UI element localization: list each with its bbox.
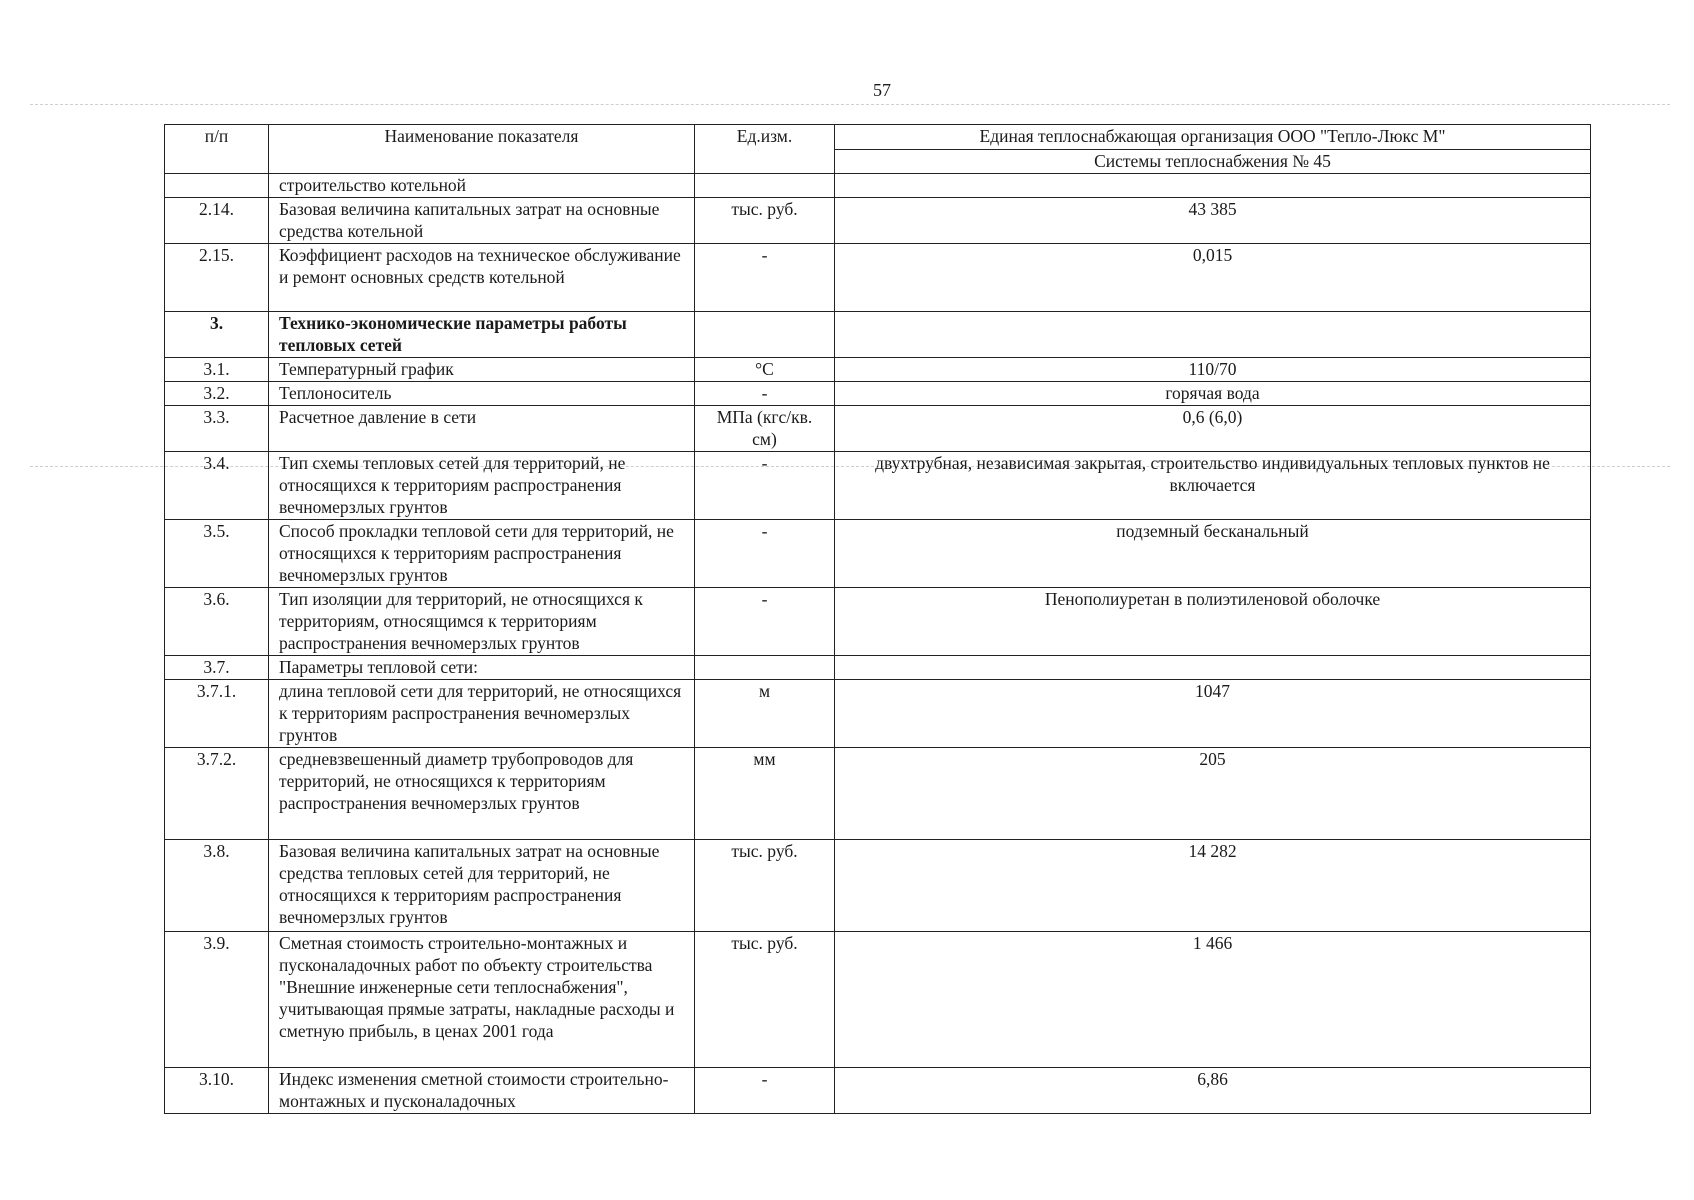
row-number: 2.14.: [165, 198, 269, 244]
table-row: [165, 406, 1591, 452]
row-number: 3.1.: [165, 358, 269, 382]
row-number: 3.9.: [165, 932, 269, 1068]
indicators-table: [164, 124, 1591, 1114]
row-unit: [695, 312, 835, 358]
row-unit: -: [695, 244, 835, 312]
table-row: [165, 198, 1591, 244]
row-unit: -: [695, 588, 835, 656]
row-unit: -: [695, 520, 835, 588]
row-number: 3.7.2.: [165, 748, 269, 840]
row-number: 3.2.: [165, 382, 269, 406]
table-row: [165, 932, 1591, 1068]
row-value: [835, 312, 1591, 358]
table-row: [165, 452, 1591, 520]
row-indicator-name: Базовая величина капитальных затрат на основные средства котельной: [269, 198, 695, 244]
row-value: 1047: [835, 680, 1591, 748]
page-number: 57: [873, 80, 891, 100]
table-row: [165, 748, 1591, 840]
row-unit: м: [695, 680, 835, 748]
row-unit: тыс. руб.: [695, 840, 835, 932]
row-indicator-name: строительство котельной: [269, 174, 695, 198]
row-number: 3.8.: [165, 840, 269, 932]
row-unit: -: [695, 382, 835, 406]
row-value: 205: [835, 748, 1591, 840]
header-num: п/п: [165, 125, 269, 174]
row-value: 1 466: [835, 932, 1591, 1068]
row-number: 3.: [165, 312, 269, 358]
row-indicator-name: Технико-экономические параметры работы тепловых сетей: [269, 312, 695, 358]
row-number: 3.5.: [165, 520, 269, 588]
table-row: [165, 588, 1591, 656]
row-value: 6,86: [835, 1068, 1591, 1114]
row-value: двухтрубная, независимая закрытая, строительство индивидуальных тепловых пунктов не включается: [835, 452, 1591, 520]
header-system: Системы теплоснабжения № 45: [835, 149, 1591, 174]
row-indicator-name: Базовая величина капитальных затрат на основные средства тепловых сетей для территорий, не относящихся к территориям распространения вечномерзлых грунтов: [269, 840, 695, 932]
row-value: 43 385: [835, 198, 1591, 244]
row-number: 3.7.1.: [165, 680, 269, 748]
row-number: 3.10.: [165, 1068, 269, 1114]
scan-artifact-line: [30, 104, 1670, 105]
table-row: [165, 840, 1591, 932]
table-body: [165, 174, 1591, 1114]
row-indicator-name: Температурный график: [269, 358, 695, 382]
row-indicator-name: Параметры тепловой сети:: [269, 656, 695, 680]
row-unit: °С: [695, 358, 835, 382]
row-unit: МПа (кгс/кв. см): [695, 406, 835, 452]
row-number: 3.7.: [165, 656, 269, 680]
row-value: горячая вода: [835, 382, 1591, 406]
row-number: [165, 174, 269, 198]
table-row: [165, 680, 1591, 748]
row-number: 3.6.: [165, 588, 269, 656]
header-unit: Ед.изм.: [695, 125, 835, 174]
row-indicator-name: средневзвешенный диаметр трубопроводов для территорий, не относящихся к территориям распространения вечномерзлых грунтов: [269, 748, 695, 840]
row-value: 0,015: [835, 244, 1591, 312]
row-value: 0,6 (6,0): [835, 406, 1591, 452]
row-indicator-name: Сметная стоимость строительно-монтажных и пусконаладочных работ по объекту строительства "Внешние инженерные сети теплоснабжения", учитывающая прямые затраты, накладные расходы и сметную прибыль, в ценах 2001 года: [269, 932, 695, 1068]
table-row: [165, 656, 1591, 680]
header-organization: Единая теплоснабжающая организация ООО "Тепло-Люкс М": [835, 125, 1591, 150]
row-indicator-name: Коэффициент расходов на техническое обслуживание и ремонт основных средств котельной: [269, 244, 695, 312]
row-unit: [695, 656, 835, 680]
row-unit: тыс. руб.: [695, 932, 835, 1068]
row-indicator-name: Способ прокладки тепловой сети для территорий, не относящихся к территориям распространения вечномерзлых грунтов: [269, 520, 695, 588]
table-row: [165, 312, 1591, 358]
row-indicator-name: Теплоноситель: [269, 382, 695, 406]
row-unit: [695, 174, 835, 198]
table-row: [165, 244, 1591, 312]
row-indicator-name: Тип схемы тепловых сетей для территорий, не относящихся к территориям распространения вечномерзлых грунтов: [269, 452, 695, 520]
table-row: [165, 174, 1591, 198]
row-value: 14 282: [835, 840, 1591, 932]
table-row: [165, 358, 1591, 382]
row-unit: мм: [695, 748, 835, 840]
table-row: [165, 1068, 1591, 1114]
row-value: [835, 174, 1591, 198]
table-row: [165, 382, 1591, 406]
row-number: 3.4.: [165, 452, 269, 520]
row-number: 3.3.: [165, 406, 269, 452]
row-number: 2.15.: [165, 244, 269, 312]
row-unit: тыс. руб.: [695, 198, 835, 244]
table-row: [165, 520, 1591, 588]
row-value: Пенополиуретан в полиэтиленовой оболочке: [835, 588, 1591, 656]
header-name: Наименование показателя: [269, 125, 695, 174]
row-value: подземный бесканальный: [835, 520, 1591, 588]
row-value: 110/70: [835, 358, 1591, 382]
row-indicator-name: Расчетное давление в сети: [269, 406, 695, 452]
row-indicator-name: Тип изоляции для территорий, не относящихся к территориям, относящимся к территориям распространения вечномерзлых грунтов: [269, 588, 695, 656]
row-unit: -: [695, 1068, 835, 1114]
row-unit: -: [695, 452, 835, 520]
row-value: [835, 656, 1591, 680]
row-indicator-name: Индекс изменения сметной стоимости строительно-монтажных и пусконаладочных: [269, 1068, 695, 1114]
row-indicator-name: длина тепловой сети для территорий, не относящихся к территориям распространения вечномерзлых грунтов: [269, 680, 695, 748]
